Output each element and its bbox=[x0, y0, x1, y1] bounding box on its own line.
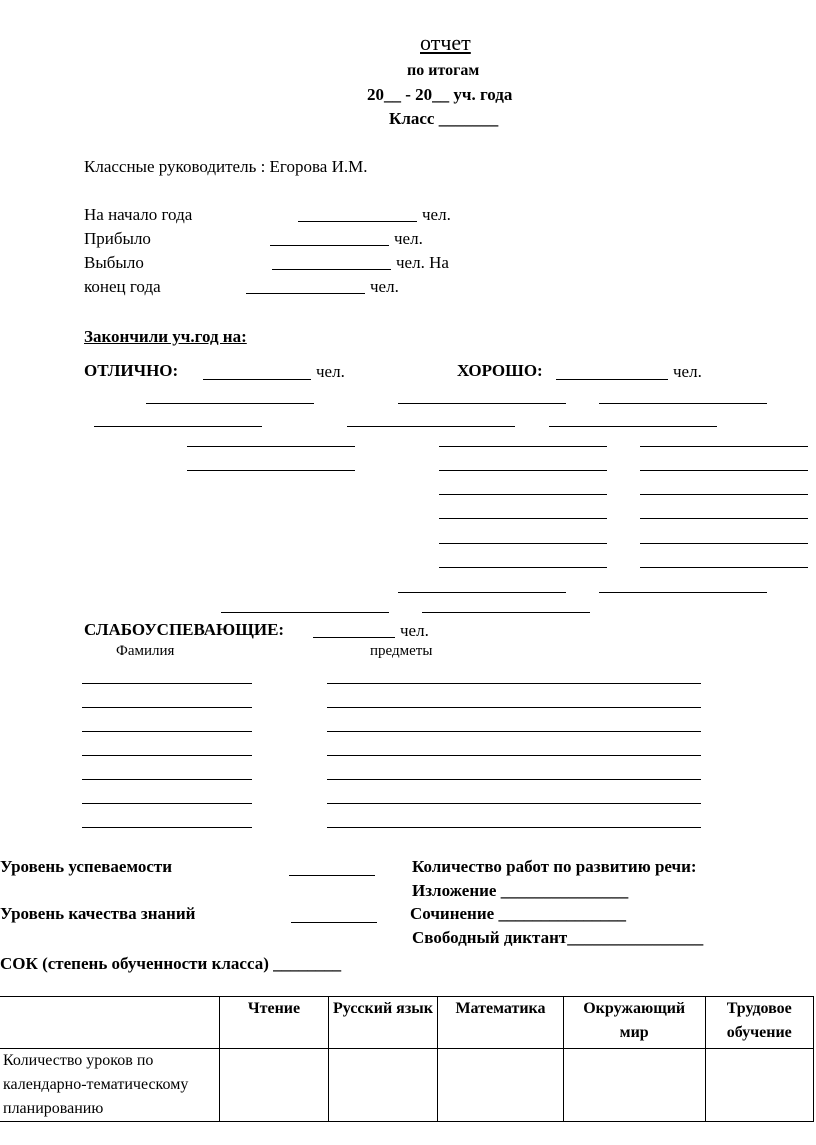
count-unit-end: чел. bbox=[370, 277, 399, 296]
name-blank bbox=[347, 426, 515, 427]
name-blank bbox=[439, 518, 607, 519]
name-blank bbox=[640, 470, 808, 471]
name-blank bbox=[398, 403, 566, 404]
good-blank bbox=[556, 379, 668, 380]
table-row bbox=[0, 1049, 814, 1122]
name-blank bbox=[599, 403, 767, 404]
quality-level-label: Уровень качества знаний bbox=[0, 904, 196, 923]
table-header-world: Окружающий мир bbox=[563, 997, 705, 1049]
excellent-blank bbox=[203, 379, 311, 380]
class-teacher: Классные руководитель : Егорова И.М. bbox=[84, 157, 368, 176]
count-unit-start: чел. bbox=[422, 205, 451, 224]
name-blank bbox=[94, 426, 262, 427]
dictation-label: Свободный диктант________________ bbox=[412, 928, 704, 947]
weak-blank bbox=[313, 637, 395, 638]
weak-unit: чел. bbox=[400, 621, 429, 640]
table-header-labor: Трудовое обучение bbox=[705, 997, 814, 1049]
table-row-label: Количество уроков по календарно-тематическому планированию bbox=[0, 1049, 220, 1122]
name-blank bbox=[398, 592, 566, 593]
report-subtitle: по итогам bbox=[407, 62, 480, 79]
weak-surname-blank bbox=[82, 779, 252, 780]
table-cell bbox=[438, 1049, 564, 1122]
table-cell bbox=[220, 1049, 329, 1122]
name-blank bbox=[439, 543, 607, 544]
name-blank bbox=[187, 446, 355, 447]
quality-level-blank bbox=[291, 922, 377, 923]
essay-label: Сочинение _______________ bbox=[410, 904, 626, 923]
count-label-arrived: Прибыло bbox=[84, 229, 151, 248]
table-header-row bbox=[0, 997, 814, 1049]
name-blank bbox=[422, 612, 590, 613]
count-unit-arrived: чел. bbox=[394, 229, 423, 248]
count-label-end: конец года bbox=[84, 277, 161, 296]
count-blank-arrived bbox=[270, 245, 389, 246]
academic-year: 20__ - 20__ уч. года bbox=[367, 85, 513, 104]
weak-surname-blank bbox=[82, 683, 252, 684]
name-blank bbox=[640, 543, 808, 544]
weak-col-subjects: предметы bbox=[370, 643, 433, 659]
table-cell bbox=[563, 1049, 705, 1122]
name-blank bbox=[599, 592, 767, 593]
table-header-math: Математика bbox=[438, 997, 564, 1049]
name-blank bbox=[640, 446, 808, 447]
progress-level-blank bbox=[289, 875, 375, 876]
weak-surname-blank bbox=[82, 803, 252, 804]
weak-surname-blank bbox=[82, 827, 252, 828]
name-blank bbox=[439, 470, 607, 471]
weak-subjects-blank bbox=[327, 779, 701, 780]
weak-subjects-blank bbox=[327, 707, 701, 708]
name-blank bbox=[549, 426, 717, 427]
count-blank-end bbox=[246, 293, 365, 294]
name-blank bbox=[187, 470, 355, 471]
count-unit-left: чел. На bbox=[396, 253, 449, 272]
weak-subjects-blank bbox=[327, 827, 701, 828]
weak-surname-blank bbox=[82, 731, 252, 732]
table-header-reading: Чтение bbox=[220, 997, 329, 1049]
good-unit: чел. bbox=[673, 362, 702, 381]
count-label-left: Выбыло bbox=[84, 253, 144, 272]
name-blank bbox=[439, 494, 607, 495]
excellent-unit: чел. bbox=[316, 362, 345, 381]
name-blank bbox=[221, 612, 389, 613]
count-blank-start bbox=[298, 221, 417, 222]
name-blank bbox=[640, 494, 808, 495]
sok-label: СОК (степень обученности класса) ________ bbox=[0, 954, 342, 973]
name-blank bbox=[439, 446, 607, 447]
class-label: Класс _______ bbox=[389, 109, 499, 128]
weak-label: СЛАБОУСПЕВАЮЩИЕ: bbox=[84, 620, 285, 639]
table-cell bbox=[705, 1049, 814, 1122]
speech-works-label: Количество работ по развитию речи: bbox=[412, 857, 697, 876]
weak-col-surname: Фамилия bbox=[116, 643, 175, 659]
name-blank bbox=[640, 567, 808, 568]
progress-level-label: Уровень успеваемости bbox=[0, 857, 173, 876]
lessons-table bbox=[0, 996, 814, 1122]
name-blank bbox=[146, 403, 314, 404]
weak-subjects-blank bbox=[327, 803, 701, 804]
name-blank bbox=[640, 518, 808, 519]
weak-surname-blank bbox=[82, 707, 252, 708]
count-blank-left bbox=[272, 269, 391, 270]
table-cell bbox=[328, 1049, 437, 1122]
good-label: ХОРОШО: bbox=[457, 361, 543, 380]
count-label-start: На начало года bbox=[84, 205, 193, 224]
weak-subjects-blank bbox=[327, 683, 701, 684]
report-title: отчет bbox=[420, 30, 471, 55]
table-header-cell bbox=[0, 997, 220, 1049]
excellent-label: ОТЛИЧНО: bbox=[84, 361, 179, 380]
name-blank bbox=[439, 567, 607, 568]
finished-heading: Закончили уч.год на: bbox=[84, 327, 247, 346]
table-header-russian: Русский язык bbox=[328, 997, 437, 1049]
weak-subjects-blank bbox=[327, 755, 701, 756]
exposition-label: Изложение _______________ bbox=[412, 881, 629, 900]
weak-subjects-blank bbox=[327, 731, 701, 732]
weak-surname-blank bbox=[82, 755, 252, 756]
